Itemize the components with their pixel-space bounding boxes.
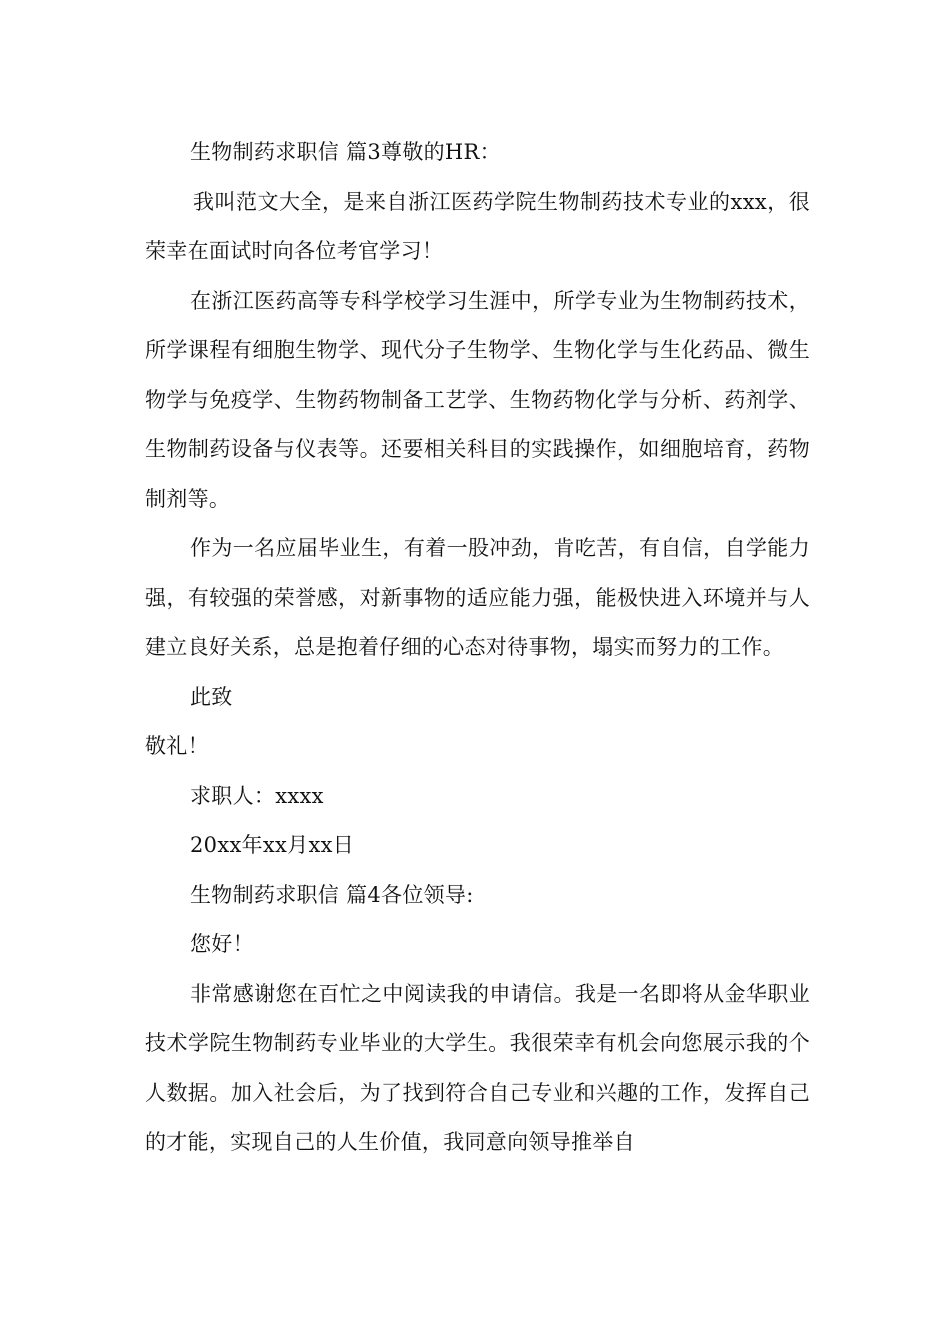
document-page [145,128,810,1168]
paragraph-self-description: 作为一名应届毕业生，有着一股冲劲，肯吃苦，有自信，自学能力强，有较强的荣誉感，对新事物的适应能力强，能极快进入环境并与人建立良好关系，总是抱着仔细的心态对待事物，塌实而努力的工作。 [145,536,810,659]
greeting-line: 您好！ [190,932,254,956]
paragraph-study: 在浙江医药高等专科学校学习生涯中，所学专业为生物制药技术，所学课程有细胞生物学、现代分子生物学、生物化学与生化药品、微生物学与免疫学、生物药物制备工艺学、生物药物化学与分析、药剂学、生物制药设备与仪表等。还要相关科目的实践操作，如细胞培育，药物制剂等。 [145,288,810,511]
closing-regards: 敬礼！ [145,734,209,758]
section-heading-3: 生物制药求职信 篇3尊敬的HR： [190,140,501,164]
paragraph-letter-4: 非常感谢您在百忙之中阅读我的申请信。我是一名即将从金华职业技术学院生物制药专业毕业的大学生。我很荣幸有机会向您展示我的个人数据。加入社会后，为了找到符合自己专业和兴趣的工作，发挥自己的才能，实现自己的人生价值，我同意向领导推举自 [145,981,810,1154]
signature-line: 求职人：xxxx [190,783,324,808]
section-heading-4: 生物制药求职信 篇4各位领导: [190,882,474,907]
date-line: 20xx年xx月xx日 [190,833,355,857]
closing-salutation: 此致 [190,684,233,709]
paragraph-intro: 我叫范文大全，是来自浙江医药学院生物制药技术专业的xxx，很荣幸在面试时向各位考官学习！ [145,189,810,263]
